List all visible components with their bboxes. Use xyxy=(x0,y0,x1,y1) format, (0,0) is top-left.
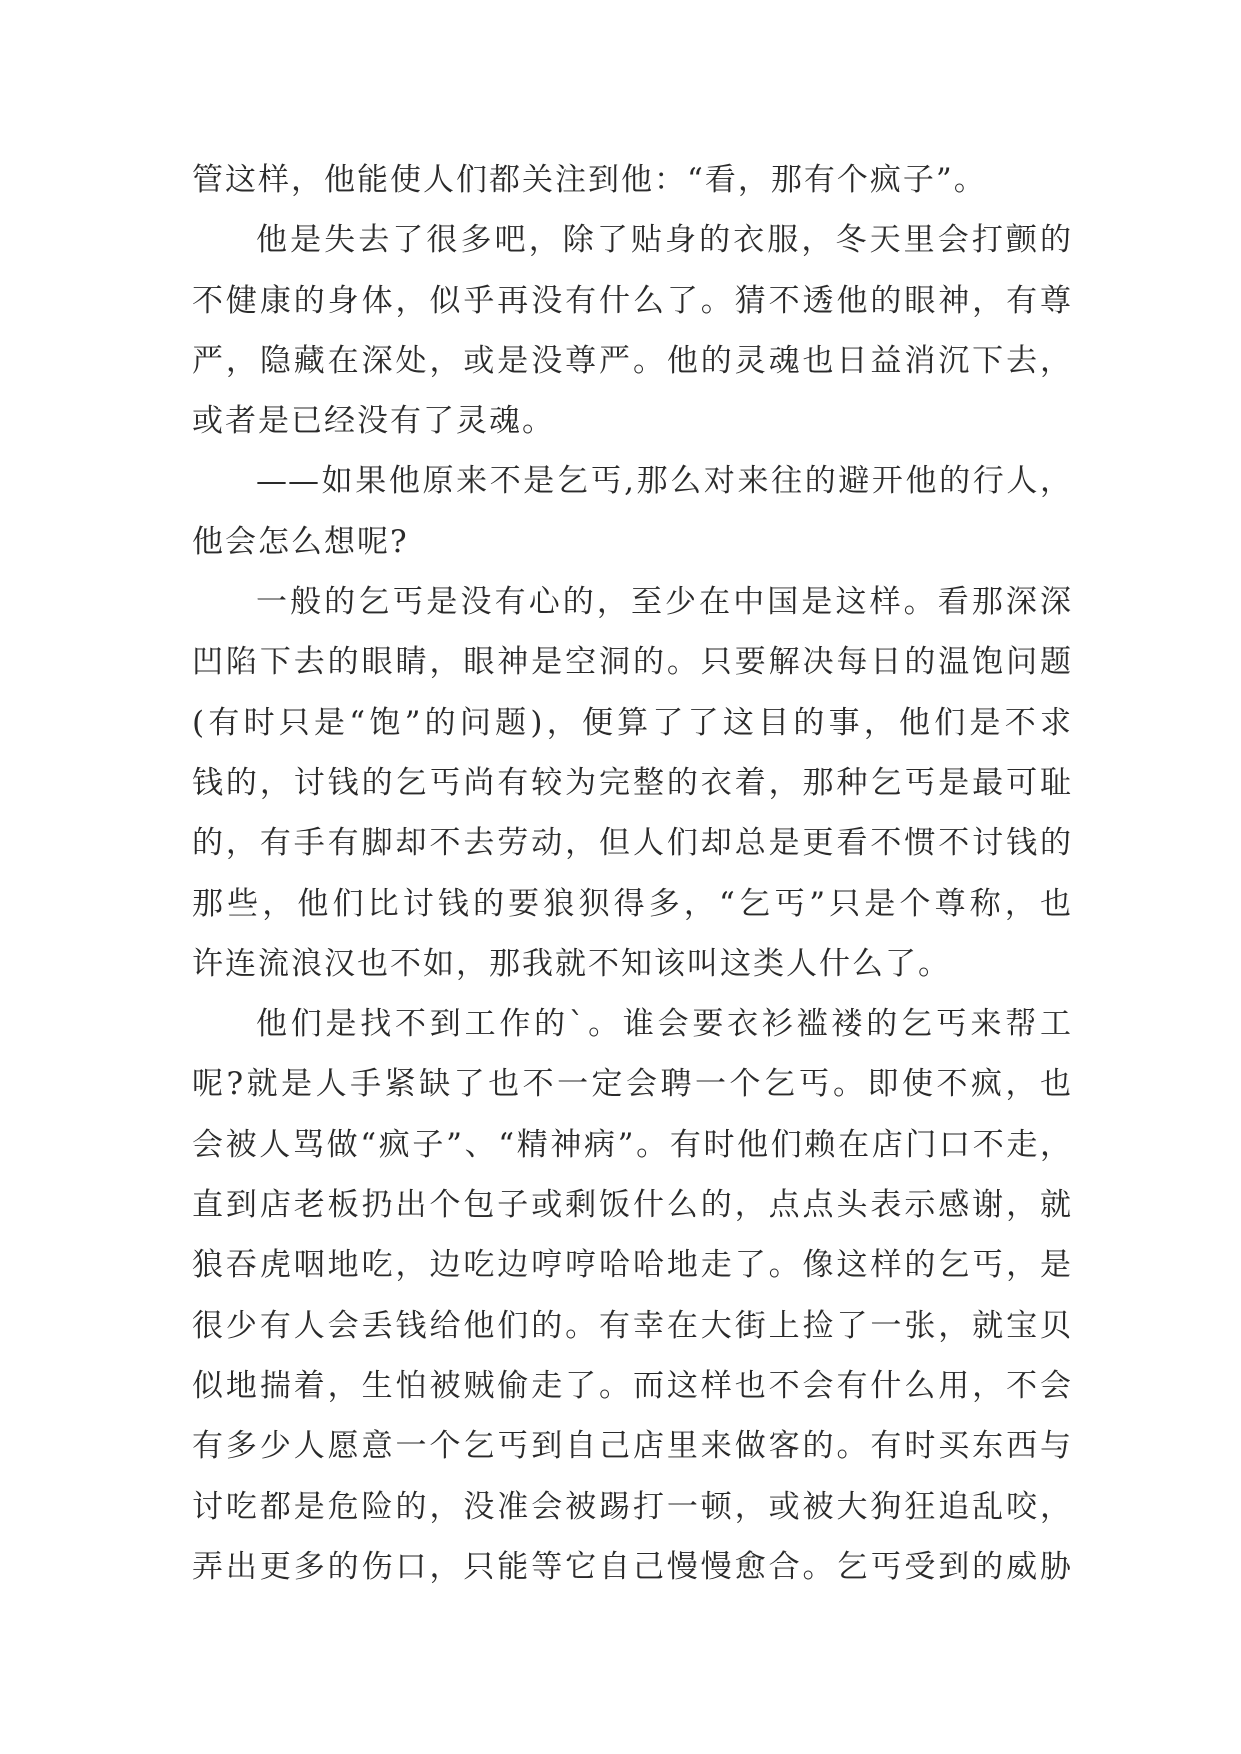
paragraph-start-line: 他是失去了很多吧，除了贴身的衣服，冬天里会打颤的 xyxy=(256,222,1072,259)
text-line: 他会怎么想呢? xyxy=(192,523,409,560)
text-line: 那些，他们比讨钱的要狼狈得多，“乞丐”只是个尊称，也 xyxy=(192,885,1072,922)
paragraph-start-line: ——如果他原来不是乞丐,那么对来往的避开他的行人， xyxy=(256,463,1072,500)
text-line: 严，隐藏在深处，或是没尊严。他的灵魂也日益消沉下去， xyxy=(192,342,1072,379)
text-line: 会被人骂做“疯子”、“精神病”。有时他们赖在店门口不走， xyxy=(192,1126,1072,1163)
body-text xyxy=(192,150,1072,1597)
text-line: 许连流浪汉也不如，那我就不知该叫这类人什么了。 xyxy=(192,945,951,982)
paragraph-start-line: 一般的乞丐是没有心的，至少在中国是这样。看那深深 xyxy=(256,584,1072,621)
paragraph-start-line: 他们是找不到工作的`。谁会要衣衫褴褛的乞丐来帮工 xyxy=(256,1006,1072,1043)
text-line: 或者是已经没有了灵魂。 xyxy=(192,403,555,440)
text-line: 管这样，他能使人们都关注到他：“看，那有个疯子”。 xyxy=(192,162,987,198)
text-line: 似地揣着，生怕被贼偷走了。而这样也不会有什么用，不会 xyxy=(192,1367,1072,1404)
text-line: 很少有人会丢钱给他们的。有幸在大街上捡了一张，就宝贝 xyxy=(192,1307,1072,1344)
text-line: (有时只是“饱”的问题)，便算了了这目的事，他们是不求 xyxy=(192,704,1072,741)
text-line: 有多少人愿意一个乞丐到自己店里来做客的。有时买东西与 xyxy=(192,1428,1072,1465)
text-line: 弄出更多的伤口，只能等它自己慢慢愈合。乞丐受到的威胁 xyxy=(192,1548,1072,1585)
text-line: 不健康的身体，似乎再没有什么了。猜不透他的眼神，有尊 xyxy=(192,282,1072,319)
text-line: 讨吃都是危险的，没准会被踢打一顿，或被大狗狂追乱咬， xyxy=(192,1488,1072,1525)
text-line: 直到店老板扔出个包子或剩饭什么的，点点头表示感谢，就 xyxy=(192,1187,1072,1224)
text-line: 的，有手有脚却不去劳动，但人们却总是更看不惯不讨钱的 xyxy=(192,825,1072,862)
text-line: 钱的，讨钱的乞丐尚有较为完整的衣着，那种乞丐是最可耻 xyxy=(192,764,1072,801)
text-line: 凹陷下去的眼睛，眼神是空洞的。只要解决每日的温饱问题 xyxy=(192,644,1072,681)
text-line: 狼吞虎咽地吃，边吃边哼哼哈哈地走了。像这样的乞丐，是 xyxy=(192,1247,1072,1284)
text-line: 呢?就是人手紧缺了也不一定会聘一个乞丐。即使不疯，也 xyxy=(192,1066,1072,1103)
